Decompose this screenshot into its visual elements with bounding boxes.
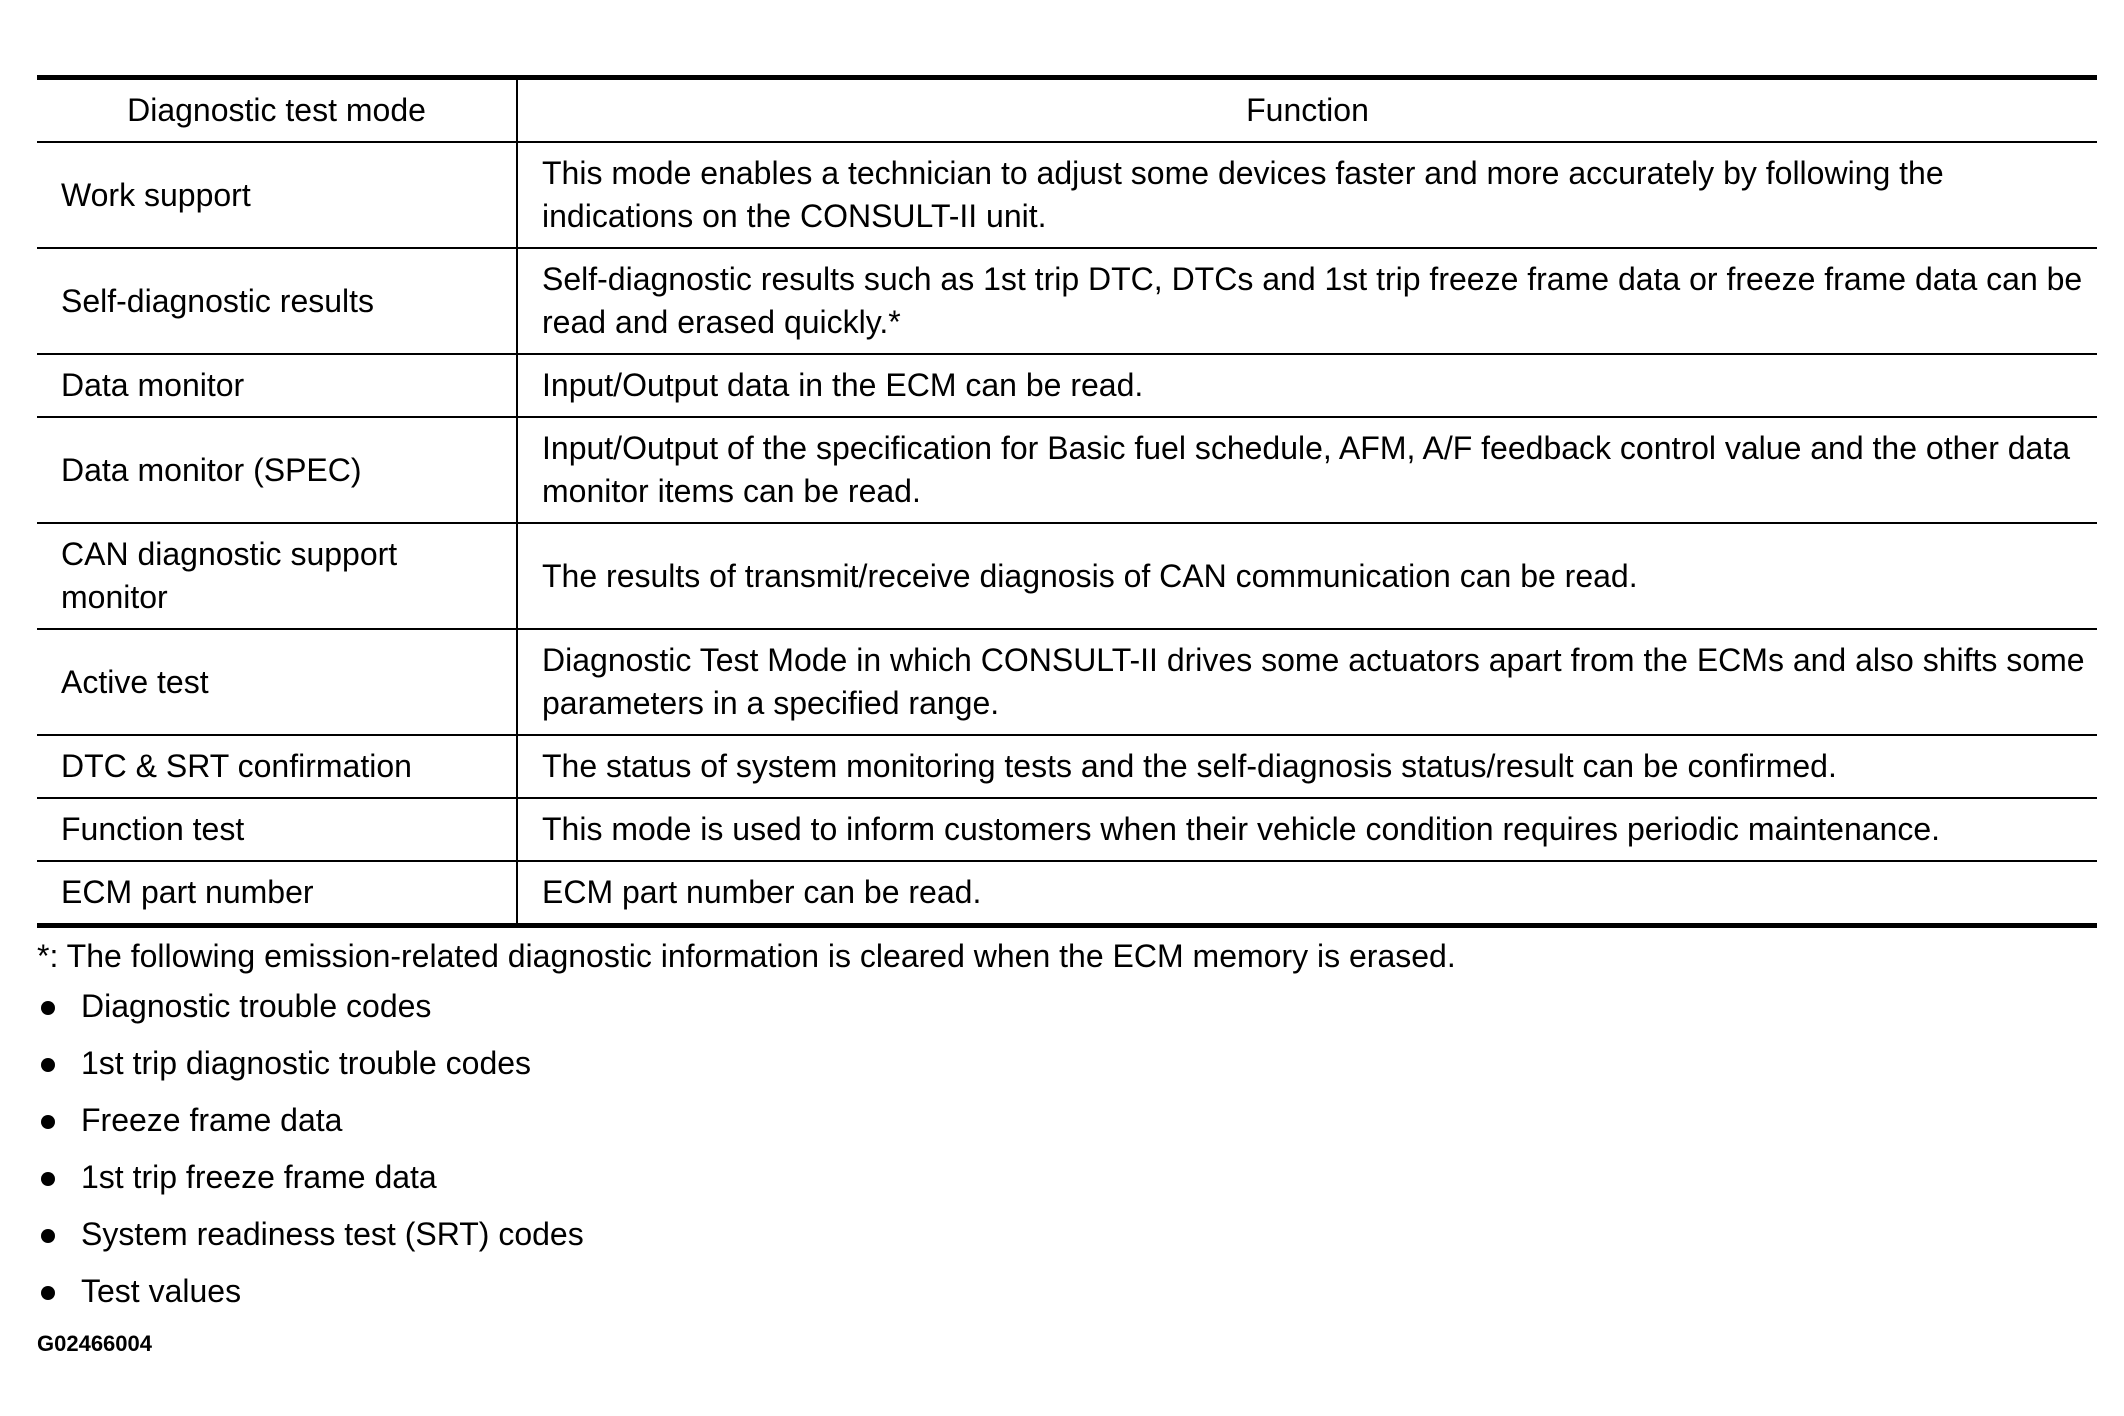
function-cell: The results of transmit/receive diagnosis of CAN communication can be read.	[517, 523, 2097, 629]
mode-cell: Data monitor	[37, 354, 517, 417]
mode-cell: Work support	[37, 142, 517, 248]
table-row	[37, 629, 2097, 735]
function-cell: Input/Output of the specification for Basic fuel schedule, AFM, A/F feedback control value and the other data monitor items can be read.	[517, 417, 2097, 523]
bullet-icon	[41, 1286, 55, 1300]
bullet-icon	[41, 1115, 55, 1129]
function-cell: Input/Output data in the ECM can be read.	[517, 354, 2097, 417]
list-item-text: Freeze frame data	[81, 1102, 343, 1138]
bullet-icon	[41, 1001, 55, 1015]
table-row	[37, 354, 2097, 417]
table-header-row	[37, 78, 2097, 143]
bullet-icon	[41, 1058, 55, 1072]
table-row	[37, 248, 2097, 354]
mode-cell: DTC & SRT confirmation	[37, 735, 517, 798]
function-cell: The status of system monitoring tests and the self-diagnosis status/result can be confirmed.	[517, 735, 2097, 798]
function-cell: This mode is used to inform customers when their vehicle condition requires periodic maintenance.	[517, 798, 2097, 861]
bullet-icon	[41, 1229, 55, 1243]
column-header-mode: Diagnostic test mode	[37, 78, 517, 143]
diagnostic-modes-table	[37, 75, 2097, 928]
mode-cell: Active test	[37, 629, 517, 735]
list-item	[37, 1042, 2097, 1099]
function-cell: Diagnostic Test Mode in which CONSULT-II drives some actuators apart from the ECMs and also shifts some parameters in a specified range.	[517, 629, 2097, 735]
list-item-text: Diagnostic trouble codes	[81, 988, 432, 1024]
bullet-icon	[41, 1172, 55, 1186]
footnote: *: The following emission-related diagnostic information is cleared when the ECM memory is erased.	[37, 938, 1456, 974]
list-item-text: 1st trip freeze frame data	[81, 1159, 437, 1195]
function-cell: This mode enables a technician to adjust some devices faster and more accurately by following the indications on the CONSULT-II unit.	[517, 142, 2097, 248]
mode-cell: CAN diagnostic support monitor	[37, 523, 517, 629]
list-item	[37, 1156, 2097, 1213]
function-cell: Self-diagnostic results such as 1st trip DTC, DTCs and 1st trip freeze frame data or freeze frame data can be read and erased quickly.*	[517, 248, 2097, 354]
figure-id: G02466004	[37, 1331, 152, 1356]
list-item	[37, 1213, 2097, 1270]
table-row	[37, 798, 2097, 861]
mode-cell: ECM part number	[37, 861, 517, 926]
mode-cell: Self-diagnostic results	[37, 248, 517, 354]
list-item-text: Test values	[81, 1273, 242, 1309]
table-row	[37, 523, 2097, 629]
list-item-text: 1st trip diagnostic trouble codes	[81, 1045, 532, 1081]
function-cell: ECM part number can be read.	[542, 874, 982, 910]
list-item-text: System readiness test (SRT) codes	[81, 1216, 584, 1252]
table-row	[37, 417, 2097, 523]
mode-cell: Data monitor (SPEC)	[37, 417, 517, 523]
column-header-function: Function	[517, 78, 2097, 143]
document-sheet	[37, 75, 2097, 1359]
cleared-info-list	[37, 985, 2097, 1327]
list-item	[37, 985, 2097, 1042]
mode-cell: Function test	[37, 798, 517, 861]
list-item	[37, 1099, 2097, 1156]
table-row	[37, 861, 2097, 926]
list-item	[37, 1270, 2097, 1327]
table-row	[37, 735, 2097, 798]
table-row	[37, 142, 2097, 248]
